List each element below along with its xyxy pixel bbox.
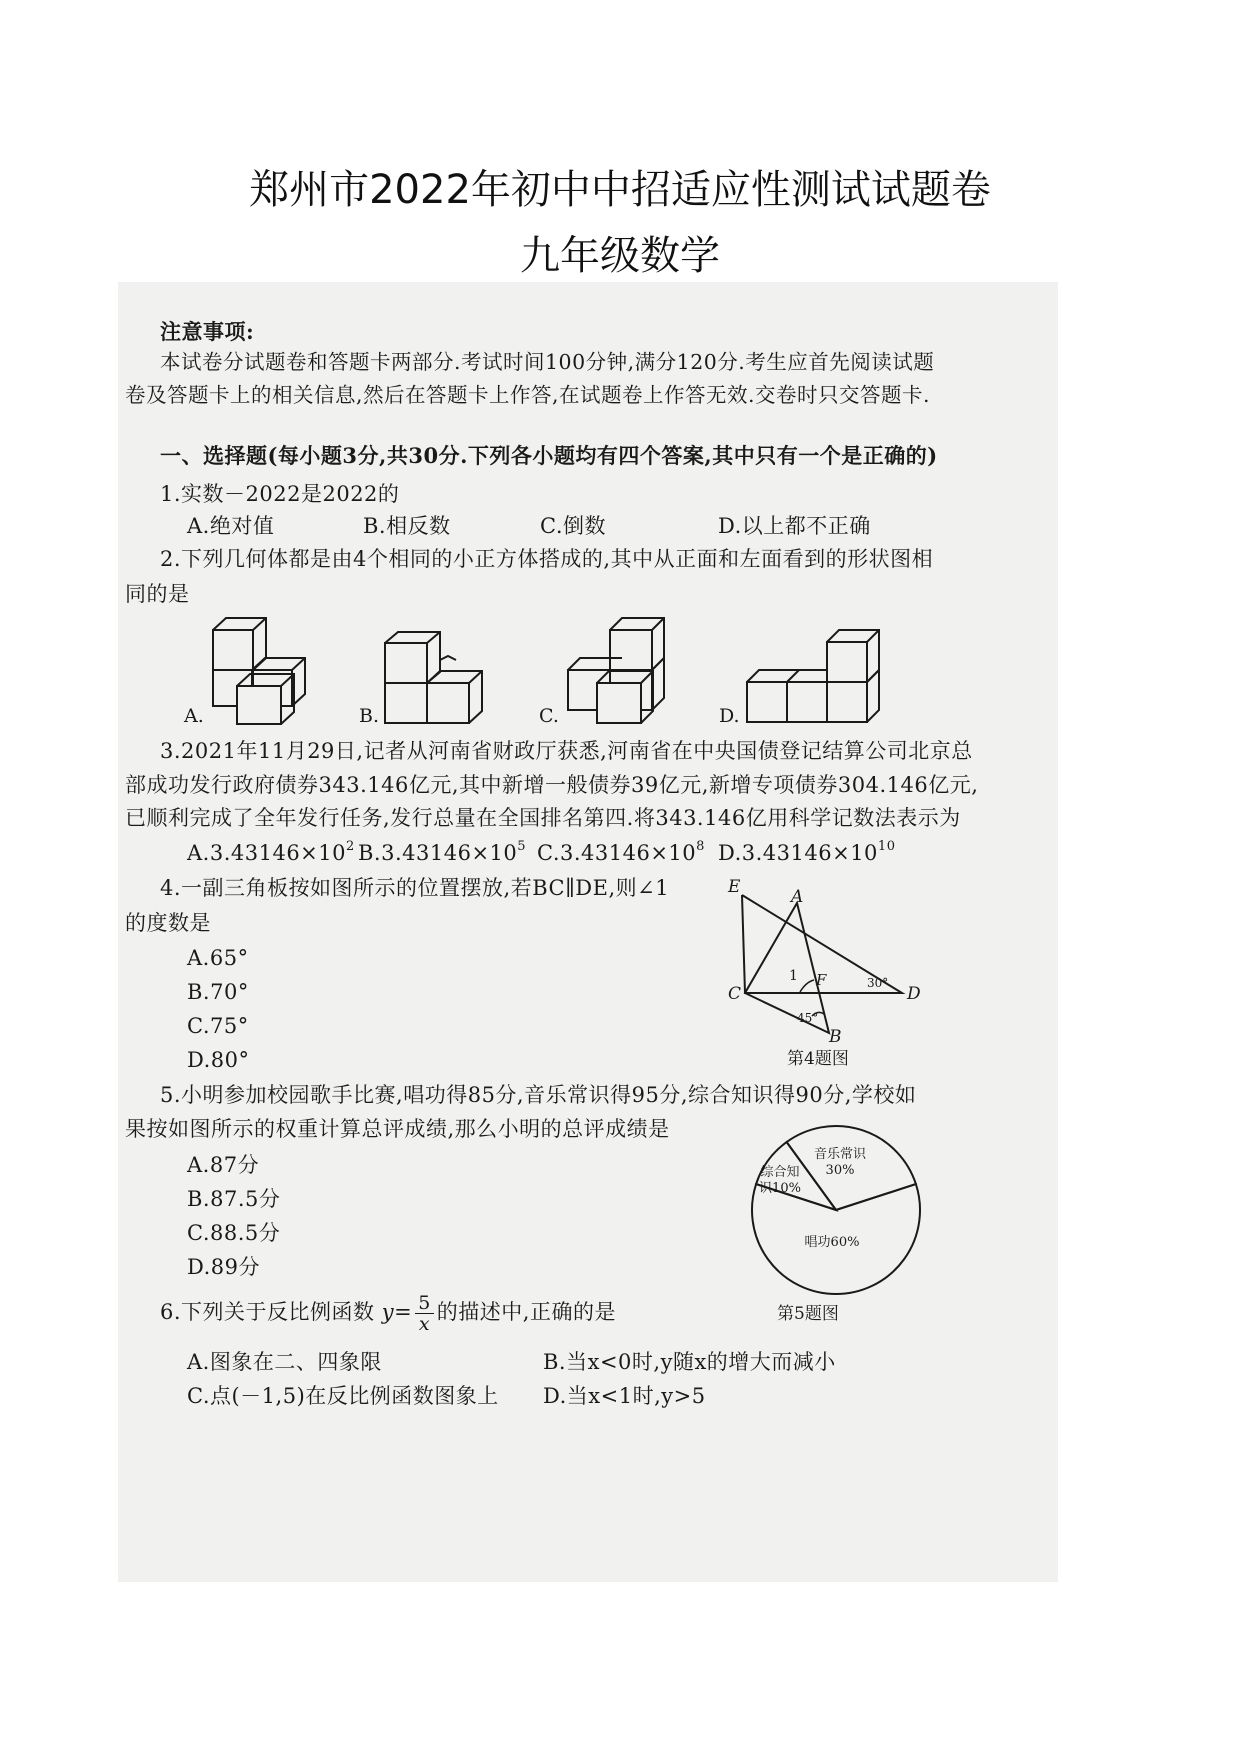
- q4-stem-line-1: 4.一副三角板按如图所示的位置摆放,若BC∥DE,则∠1: [160, 876, 670, 900]
- q6-option-c: C.点(－1,5)在反比例函数图象上: [187, 1384, 499, 1408]
- q4-angle-30: 30°: [867, 976, 889, 990]
- notice-heading: 注意事项:: [160, 319, 255, 344]
- q4-point-e: E: [728, 877, 741, 897]
- notice-line-1: 本试卷分试题卷和答题卡两部分.考试时间100分钟,满分120分.考生应首先阅读试题: [160, 350, 935, 374]
- q2-label-a: A.: [184, 705, 204, 727]
- q3-option-d: $D.3.43146\times 10^{10}$: [718, 839, 896, 865]
- q5-option-b: B.87.5分: [187, 1187, 281, 1211]
- page-subtitle: 九年级数学: [520, 233, 720, 279]
- q1-option-d: D.以上都不正确: [718, 514, 871, 538]
- q5-option-c: C.88.5分: [187, 1221, 281, 1245]
- q2-figure-a: [180, 610, 320, 730]
- q4-triangle-figure: [725, 877, 935, 1080]
- q6-option-b: B.当x<0时,y随x的增大而减小: [543, 1350, 836, 1374]
- q6-fraction: $\frac{5}{x}$: [415, 1293, 434, 1334]
- q4-point-b: B: [829, 1027, 842, 1047]
- q2-stem-line-2: 同的是: [125, 582, 190, 606]
- q4-point-a: A: [791, 887, 804, 907]
- q2-figure-c: [535, 612, 675, 730]
- q2-label-b: B.: [359, 705, 380, 727]
- q1-option-c: C.倒数: [540, 514, 606, 538]
- q4-angle-1: 1: [789, 968, 798, 984]
- q3-option-a: $A.3.43146\times 10^2$: [187, 839, 355, 865]
- pie-label-value-音乐常识: 30%: [825, 1163, 855, 1178]
- pie-label-综合知识: 综合知: [760, 1165, 800, 1180]
- q4-point-c: C: [728, 984, 742, 1004]
- q4-option-d: D.80°: [187, 1048, 250, 1072]
- q6-option-a: A.图象在二、四象限: [187, 1350, 382, 1374]
- q1-option-b: B.相反数: [363, 514, 451, 538]
- pie-label-音乐常识: 音乐常识: [813, 1147, 867, 1162]
- q4-option-c: C.75°: [187, 1014, 249, 1038]
- q4-option-b: B.70°: [187, 980, 249, 1004]
- q5-pie-chart: [745, 1120, 935, 1330]
- q4-option-a: A.65°: [187, 946, 249, 970]
- q4-stem-line-2: 的度数是: [125, 911, 211, 935]
- section-1-heading: 一、选择题(每小题3分,共30分.下列各小题均有四个答案,其中只有一个是正确的): [160, 443, 938, 468]
- q3-option-c: $C.3.43146\times 10^8$: [537, 839, 705, 865]
- q4-caption: 第4题图: [787, 1049, 849, 1069]
- q3-stem-line-2: 部成功发行政府债券343.146亿元,其中新增一般债券39亿元,新增专项债券304.146亿元,: [125, 773, 979, 797]
- q4-angle-45: 45°: [797, 1011, 819, 1025]
- q2-label-c: C.: [539, 705, 559, 727]
- q2-figure-b: [355, 620, 495, 730]
- pie-label-value-综合知识: 识10%: [759, 1181, 801, 1196]
- q2-stem-line-1: 2.下列几何体都是由4个相同的小正方体搭成的,其中从正面和左面看到的形状图相: [160, 547, 934, 571]
- q2-label-d: D.: [719, 705, 740, 727]
- q6-function-lhs: y=: [381, 1300, 413, 1324]
- q5-caption: 第5题图: [777, 1304, 839, 1324]
- q5-option-a: A.87分: [187, 1153, 260, 1177]
- q6-stem: 6.下列关于反比例函数 y= $\frac{5}{x}$ 的描述中,正确的是: [160, 1292, 616, 1335]
- q5-stem-line-1: 5.小明参加校园歌手比赛,唱功得85分,音乐常识得95分,综合知识得90分,学校如: [160, 1083, 917, 1107]
- q4-point-d: D: [907, 984, 921, 1004]
- notice-line-2: 卷及答题卡上的相关信息,然后在答题卡上作答,在试题卷上作答无效.交卷时只交答题卡.: [125, 383, 931, 407]
- q3-stem-line-3: 已顺利完成了全年发行任务,发行总量在全国排名第四.将343.146亿用科学记数法表示为: [125, 806, 961, 830]
- q5-option-d: D.89分: [187, 1255, 260, 1279]
- page-title: 郑州市2022年初中中招适应性测试试题卷: [249, 167, 991, 213]
- pie-label-唱功: 唱功60%: [804, 1235, 860, 1250]
- q4-point-f: F: [816, 971, 827, 989]
- q5-stem-line-2: 果按如图所示的权重计算总评成绩,那么小明的总评成绩是: [125, 1117, 670, 1141]
- q2-figure-d: [715, 622, 885, 730]
- q3-stem-line-1: 3.2021年11月29日,记者从河南省财政厅获悉,河南省在中央国债登记结算公司北京总: [160, 739, 973, 763]
- q1-option-a: A.绝对值: [187, 514, 275, 538]
- q1-stem: 1.实数－2022是2022的: [160, 482, 400, 506]
- q6-option-d: D.当x<1时,y>5: [543, 1384, 706, 1408]
- q3-option-b: $B.3.43146\times 10^5$: [358, 839, 527, 865]
